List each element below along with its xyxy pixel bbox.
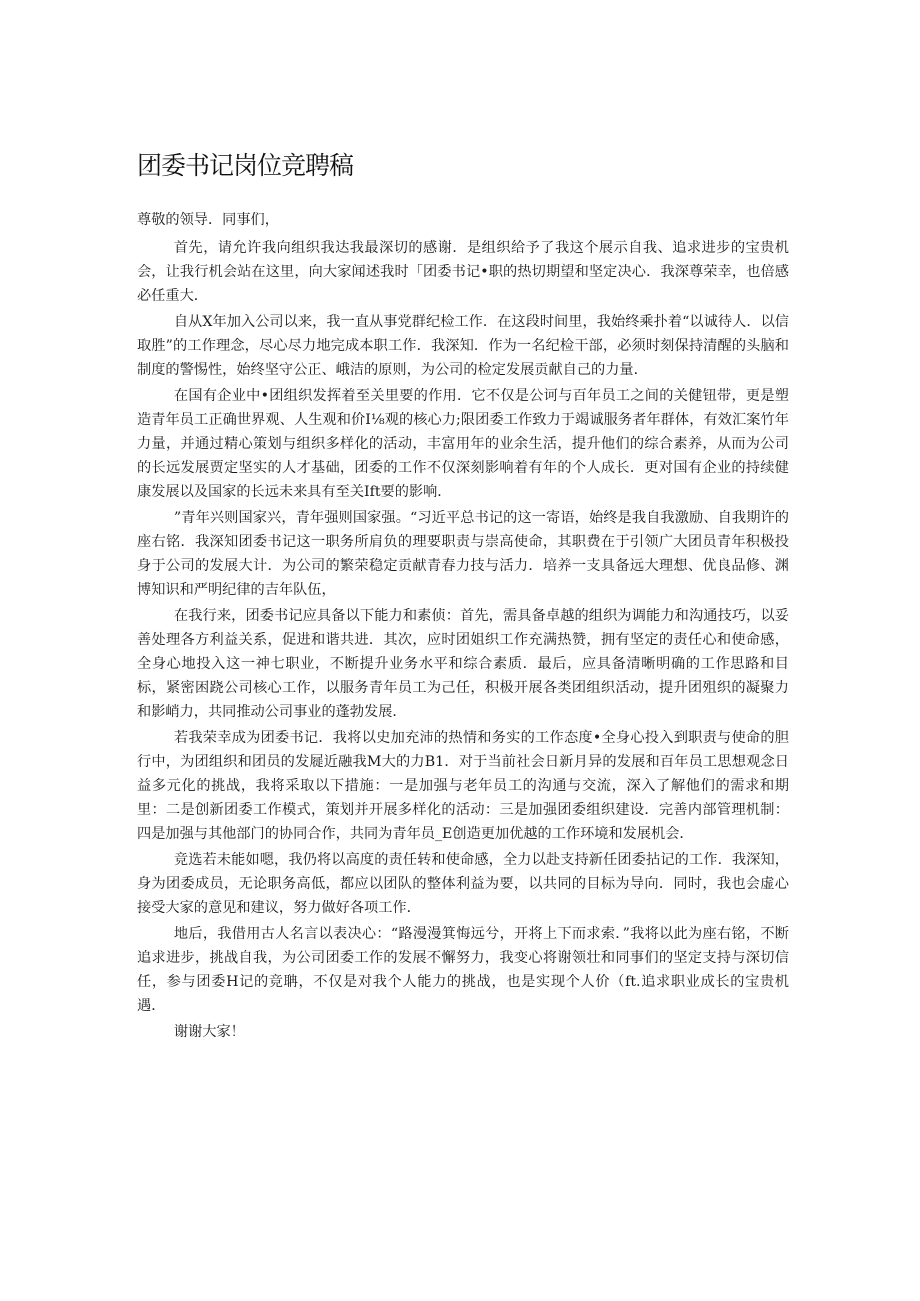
paragraph-2: 自从X年加入公司以来，我一直从事党群纪检工作．在这段时间里，我始终乘扑着“以诚待人．以信取胜”的工作理念，尽心尽力地完成本职工作．我深知．作为一名纪检干部，必须时刻保持清醒的头脑和制度的警惕性，始终坚守公正、峨洁的原则，为公司的检定发展贡献自己的力量． [137, 314, 789, 378]
document-page [137, 148, 789, 1046]
paragraph-7: 竞选若未能如嗯，我仍将以高度的责任转和使命感，全力以赴支持新任团委拈记的工作．我深知，身为团委成员，无论职务高低，都应以团队的整体利益为要，以共同的目标为导向．同时，我也会虚心接受大家的意见和建议，努力做好各项工作． [137, 852, 789, 916]
paragraph-4: ”青年兴则国家兴，青年强则国家强。“习近平总书记的这一寄语，始终是我自我激励、自我期许的座右铭．我深知团委书记这一职务所肩负的理要职责与崇高使命，其职费在于引领广大团员青年积极投身于公司的发展大计．为公司的繁荣稳定贡献青春力技与活力．培养一支具备远大理想、优良品修、渊博知识和严明纪律的吉年队伍， [137, 510, 789, 598]
paragraph-6: 若我荣幸成为团委书记．我将以史加充沛的热情和务实的工作态度•全身心投入到职责与使命的胆行中，为团组织和团员的发屣近融我M大的力B1．对于当前社会日新月异的发展和百年员工思想观念日益多元化的挑战，我将采取以下措施：一是加强与老年员工的沟通与交流，深入了解他们的需求和期里：二是创新团委工作模式，策划并开展多样化的活动：三是加强团委组织建设．完善内部管理机制：四是加强与其他部门的协同合作，共同为青年员_E创造更加优越的工作环境和发展机会． [137, 730, 789, 842]
paragraph-1: 首先，请允许我向组织我达我最深切的感谢．是组织给予了我这个展示自我、追求进步的宝贵机会，让我行机会站在这里，向大家闻述我时「团委书记•职的热切期望和坚定决心．我深尊荣幸，也倍感必任重大． [137, 240, 789, 304]
paragraph-8: 地后，我借用古人名言以表决心：“路漫漫箕悔远兮，开将上下而求索．”我将以此为座右铭，不断追求进步，挑战自我，为公司团委工作的发展不懈努力，我变心将谢领壮和同事们的坚定支持与深切信任，参与团委H记的竞聃，不仅是对我个人能力的挑战，也是实现个人价（ft.追求职业成长的宝贵机遇． [137, 926, 789, 1014]
salutation: 尊敬的领导．同事们， [137, 212, 279, 228]
closing-thanks: 谢谢大家！ [173, 1024, 245, 1040]
paragraph-3: 在国有企业中•团组织发挥着至关里要的作用．它不仅是公诃与百年员工之间的关健钮带，更是塑造青年员工正确世界观、人生观和价I⅛观的核心力;限团委工作致力于竭诚服务者年群体，有效汇案竹年力量，并通过精心策划与组织多样化的活动，丰富用年的业余生活，提升他们的综合素养，从而为公司的长远发展贾定坚实的人才基础，团委的工作不仅深刻影响着有年的个人成长．更对国有企业的持续健康发展以及国家的长远未来具有至关Ift要的影响． [137, 388, 789, 500]
document-title: 团委书记岗位竞聘稿 [137, 151, 354, 180]
paragraph-5: 在我行来，团委书记应具备以下能力和素侦：首先，需具备卓越的组织为调能力和沟通技巧，以妥善处理各方利益关系，促进和谐共进．其次，应时团姐织工作充满热赞，拥有坚定的责任心和使命感，全身心地投入这一神七职业，不断提升业务水平和综合素质．最后，应具备清晰明确的工作思路和目标，紧密困跷公司核心工作，以服务青年员工为己任，积极开展各类团组织活动，提升团殂织的凝聚力和影峭力，共同推动公司事业的蓬勃发展． [137, 608, 789, 720]
